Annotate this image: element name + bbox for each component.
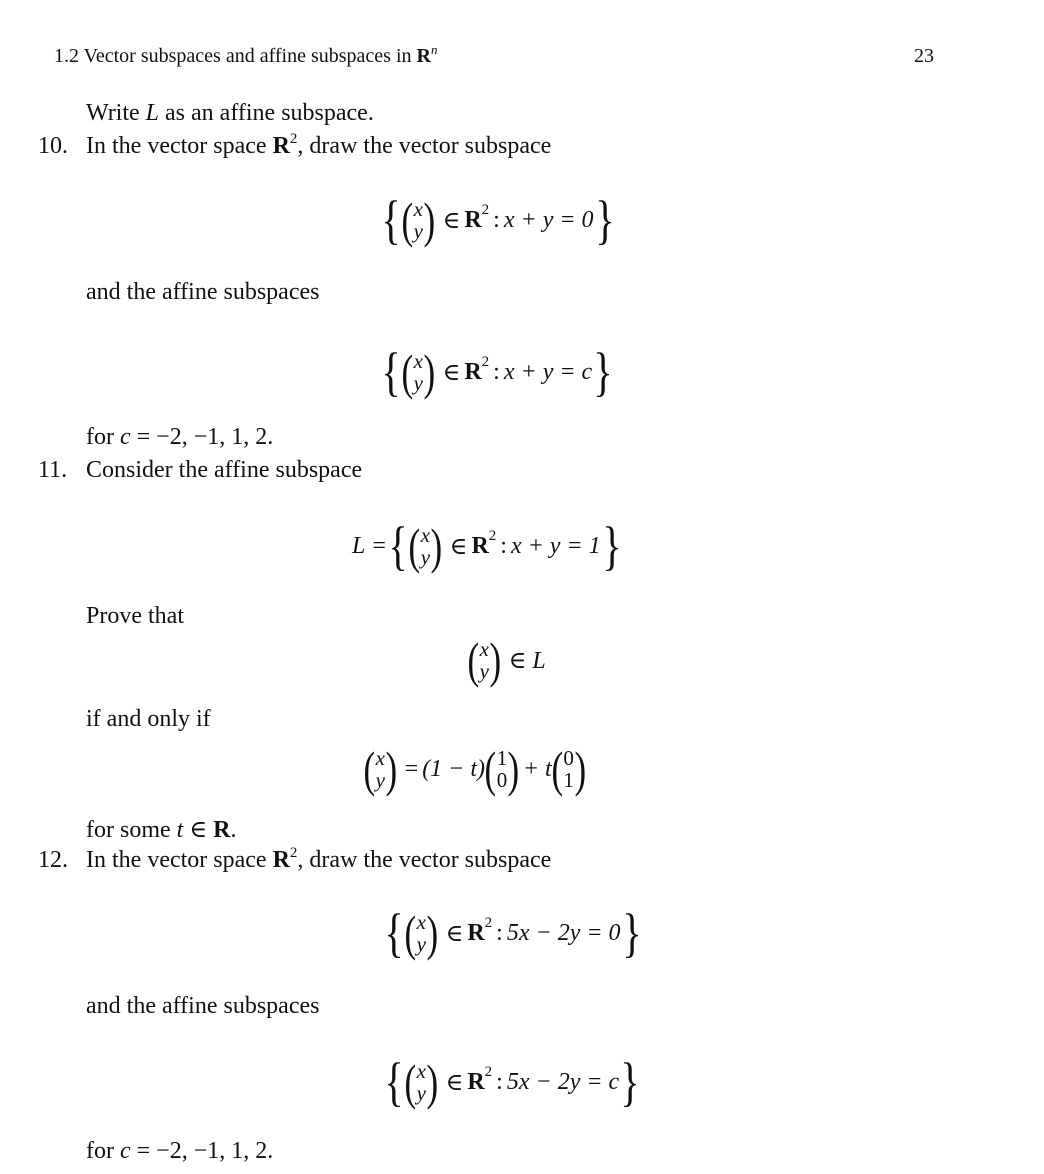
if-and-only-if: if and only if: [86, 706, 211, 732]
for-c-values-2: for c = −2, −1, 1, 2.: [86, 1138, 274, 1164]
and-affine-subspaces-1: and the affine subspaces: [86, 279, 320, 305]
running-header: [54, 42, 438, 68]
vector-0-1: 0 1: [563, 746, 574, 792]
page-number: 23: [914, 45, 934, 67]
vector-1-0: 1 0: [496, 746, 508, 792]
exercise-12-number: 12.: [38, 847, 68, 873]
equation-vector-in-L: ( x y ) ∈ L: [467, 632, 546, 688]
equation-parametric-form: ( x y ) = (1 − t) ( 1 0 ) + t ( 0 1 ): [363, 741, 587, 797]
equation-vector-subspace-2: { ( x y ) ∈ R 2 : 5x − 2y = 0 }: [384, 903, 642, 963]
vector-xy: x y: [479, 637, 489, 683]
prove-that: Prove that: [86, 603, 184, 629]
exercise-10-number: 10.: [38, 133, 68, 159]
vector-xy: x y: [416, 910, 426, 956]
vector-xy: x y: [416, 1059, 426, 1105]
equation-affine-subspace-1: { ( x y ) ∈ R 2 : x + y = c }: [381, 342, 613, 402]
header-section: 1.2 Vector subspaces and affine subspaces in: [54, 45, 412, 67]
exercise-12-text: In the vector space $R^2$, draw the vector subspace: [86, 845, 552, 873]
exercise-11-text: Consider the affine subspace: [86, 457, 363, 483]
equation-affine-subspace-2: { ( x y ) ∈ R 2 : 5x − 2y = c }: [384, 1052, 640, 1112]
equation-L-definition: L = { ( x y ) ∈ R 2 : x + y = 1 }: [352, 516, 622, 576]
equation-vector-subspace-1: { ( x y ) ∈ R 2 : x + y = 0 }: [381, 190, 615, 250]
header-R: R: [416, 45, 431, 67]
vector-xy: x y: [375, 746, 385, 792]
exercise-11-number: 11.: [38, 457, 68, 483]
vector-xy: x y: [420, 523, 431, 569]
vector-xy: x y: [413, 349, 423, 395]
header-sup: n: [430, 42, 438, 57]
write-L-line: Write L as an affine subspace.: [86, 100, 374, 126]
for-some-t: for some t ∈ R.: [86, 817, 237, 843]
for-c-values-1: for c = −2, −1, 1, 2.: [86, 424, 274, 450]
exercise-10-text: In the vector space $R^2$, draw the vector subspace: [86, 131, 552, 159]
vector-xy: x y: [413, 197, 423, 243]
and-affine-subspaces-2: and the affine subspaces: [86, 993, 320, 1019]
